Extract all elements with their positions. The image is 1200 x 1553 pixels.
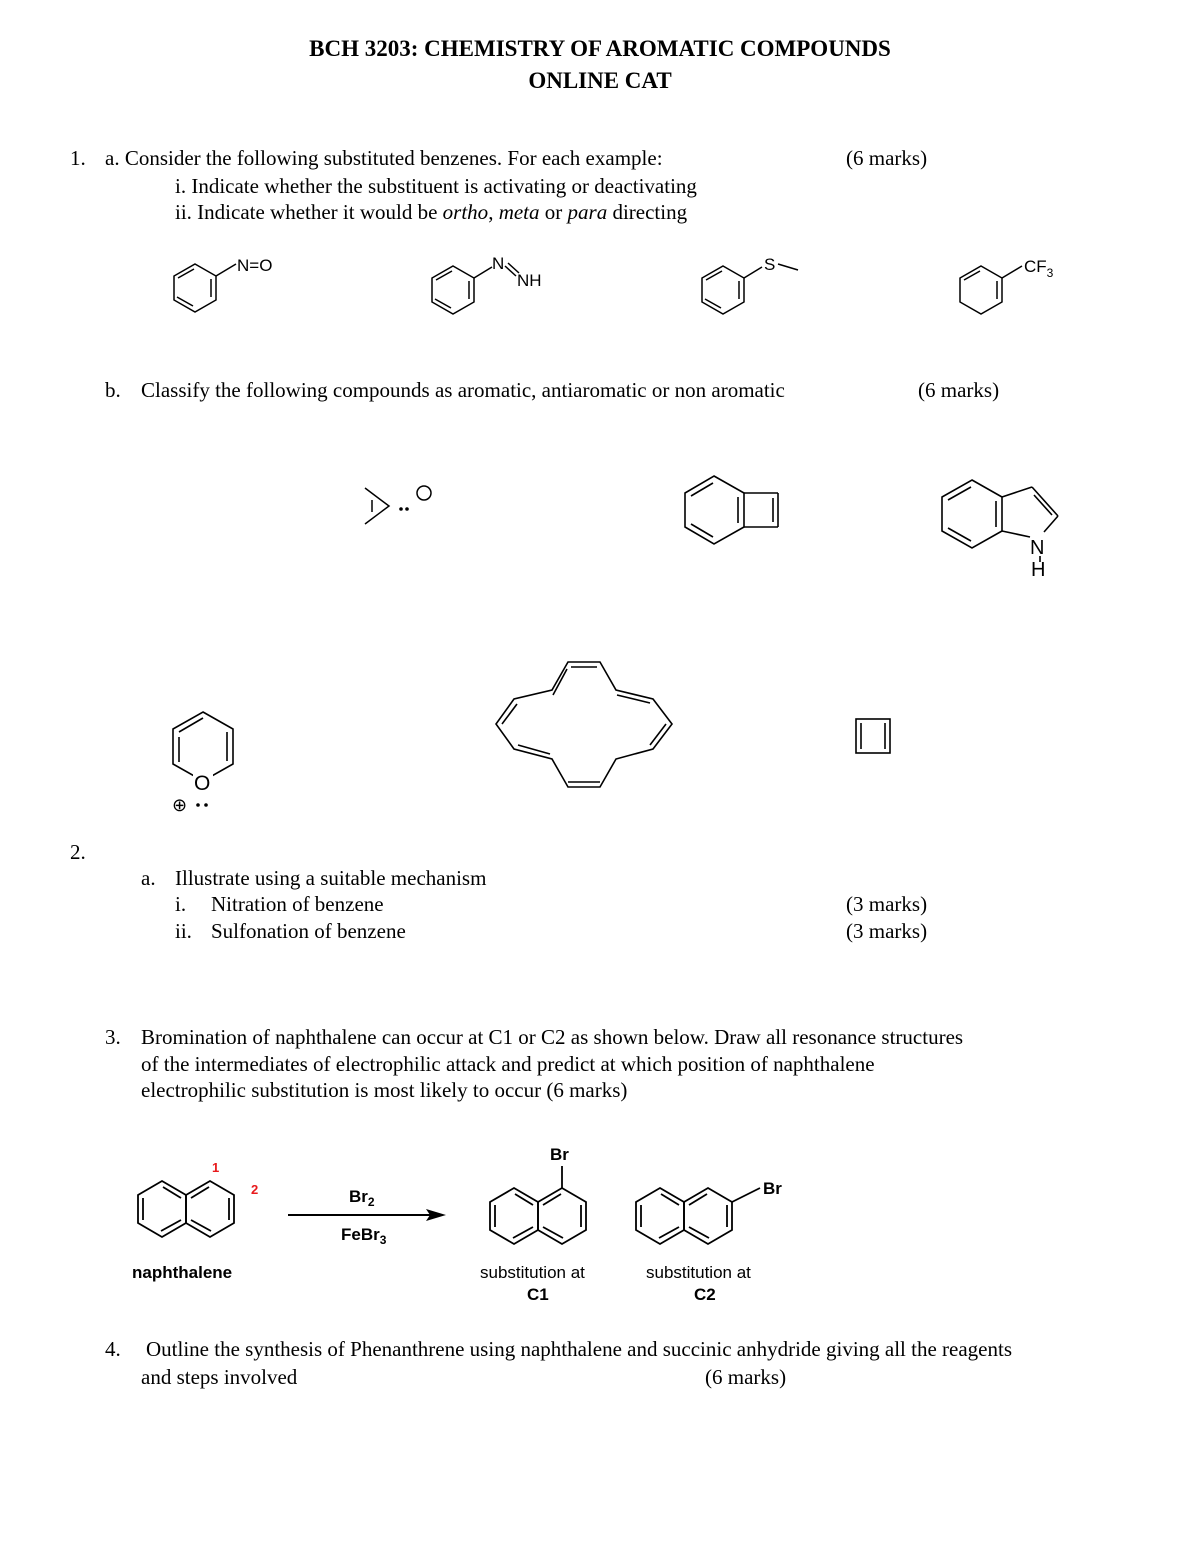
reagent-br2-main: Br (349, 1187, 368, 1206)
structure-thioanisole (688, 250, 818, 330)
bromonaphthalene-c1-structure (490, 1166, 586, 1244)
q2-ii-text: Sulfonation of benzene (211, 919, 406, 943)
structure-cyclobutadiene (852, 715, 896, 759)
c1-label: C1 (527, 1285, 549, 1304)
naphthalene-label: naphthalene (132, 1263, 233, 1282)
q2-i-label: i. (175, 892, 187, 916)
cf3-sub: 3 (1046, 266, 1054, 280)
indole-h: H (1031, 559, 1046, 581)
q2-number: 2. (70, 840, 86, 864)
azo-n-label: N (492, 254, 505, 273)
reagent-febr3-main: FeBr (341, 1225, 380, 1244)
q2-i-marks: (3 marks) (846, 892, 928, 916)
structure-indole (936, 470, 1076, 580)
or-word: or (539, 200, 568, 224)
c1-sub-at-label: substitution at (480, 1263, 585, 1282)
q1b-label: b. (105, 378, 121, 402)
cf3-main: CF (1024, 257, 1047, 276)
comma: , (488, 200, 499, 224)
q1a-text: a. Consider the following substituted benzenes. For each example: (105, 146, 663, 170)
reagent-febr3-sub: 3 (379, 1233, 387, 1247)
pyrylium-o: O (194, 772, 211, 795)
position-1-label: 1 (212, 1160, 220, 1175)
q4-line1: Outline the synthesis of Phenanthrene using naphthalene and succinic anhydride giving all the reagents (146, 1337, 1013, 1361)
reagent-br2 (349, 1187, 375, 1209)
q4-number: 4. (105, 1337, 121, 1361)
positive-charge: ⊕ (172, 795, 188, 815)
q1a-sub-ii (175, 200, 687, 225)
bromonaphthalene-c2-structure (636, 1188, 760, 1244)
q3-number: 3. (105, 1025, 121, 1049)
q1a-marks: (6 marks) (846, 146, 928, 170)
azo-nh-label: NH (517, 271, 542, 290)
reagent-febr3 (341, 1225, 387, 1247)
cf3-label (1024, 257, 1054, 280)
q1a-sub-i: i. Indicate whether the substituent is activating or deactivating (175, 174, 697, 198)
structure-annulene (490, 652, 680, 797)
naphthalene-structure (138, 1181, 234, 1237)
directing-word: directing (607, 200, 688, 224)
para-word: para (567, 200, 608, 224)
ortho-word: ortho (442, 200, 489, 224)
structure-phenyldiazene (418, 250, 568, 330)
bromination-scheme (120, 1138, 820, 1313)
meta-word: meta (498, 200, 540, 224)
c2-label: C2 (694, 1285, 716, 1304)
q2-ii-label: ii. (175, 919, 192, 943)
q2-i-text: Nitration of benzene (211, 892, 384, 916)
br-c2-label: Br (763, 1179, 782, 1198)
structure-trifluorotoluene (946, 250, 1086, 330)
structure-cyclopropenone (355, 478, 445, 538)
structure-pyrylium (160, 702, 260, 820)
structure-benzocyclobutadiene (680, 468, 790, 554)
br-c1-label: Br (550, 1145, 569, 1164)
position-2-label: 2 (251, 1182, 259, 1197)
q1a-sub-ii-pre: ii. Indicate whether it would be (175, 200, 443, 224)
q2a-text: Illustrate using a suitable mechanism (175, 866, 487, 890)
q3-line3: electrophilic substitution is most likely to occur (6 marks) (141, 1078, 628, 1102)
q1b-marks: (6 marks) (918, 378, 1000, 402)
thio-label: S (764, 255, 776, 274)
nitroso-label: N=O (237, 256, 273, 275)
q4-marks: (6 marks) (705, 1365, 787, 1389)
reagent-br2-sub: 2 (367, 1195, 375, 1209)
structure-nitrosobenzene (160, 248, 300, 328)
q1b-text: Classify the following compounds as aromatic, antiaromatic or non aromatic (141, 378, 785, 402)
page-title-line1: BCH 3203: CHEMISTRY OF AROMATIC COMPOUNDS (309, 36, 891, 61)
q3-line1: Bromination of naphthalene can occur at C1 or C2 as shown below. Draw all resonance structures (141, 1025, 964, 1049)
page-title-line2: ONLINE CAT (528, 68, 672, 93)
c2-sub-at-label: substitution at (646, 1263, 751, 1282)
q1-number: 1. (70, 146, 86, 170)
q2-ii-marks: (3 marks) (846, 919, 928, 943)
q4-line2: and steps involved (141, 1365, 298, 1389)
q2a-label: a. (141, 866, 156, 890)
indole-n: N (1030, 537, 1045, 559)
q3-line2: of the intermediates of electrophilic attack and predict at which position of naphthalene (141, 1052, 875, 1076)
